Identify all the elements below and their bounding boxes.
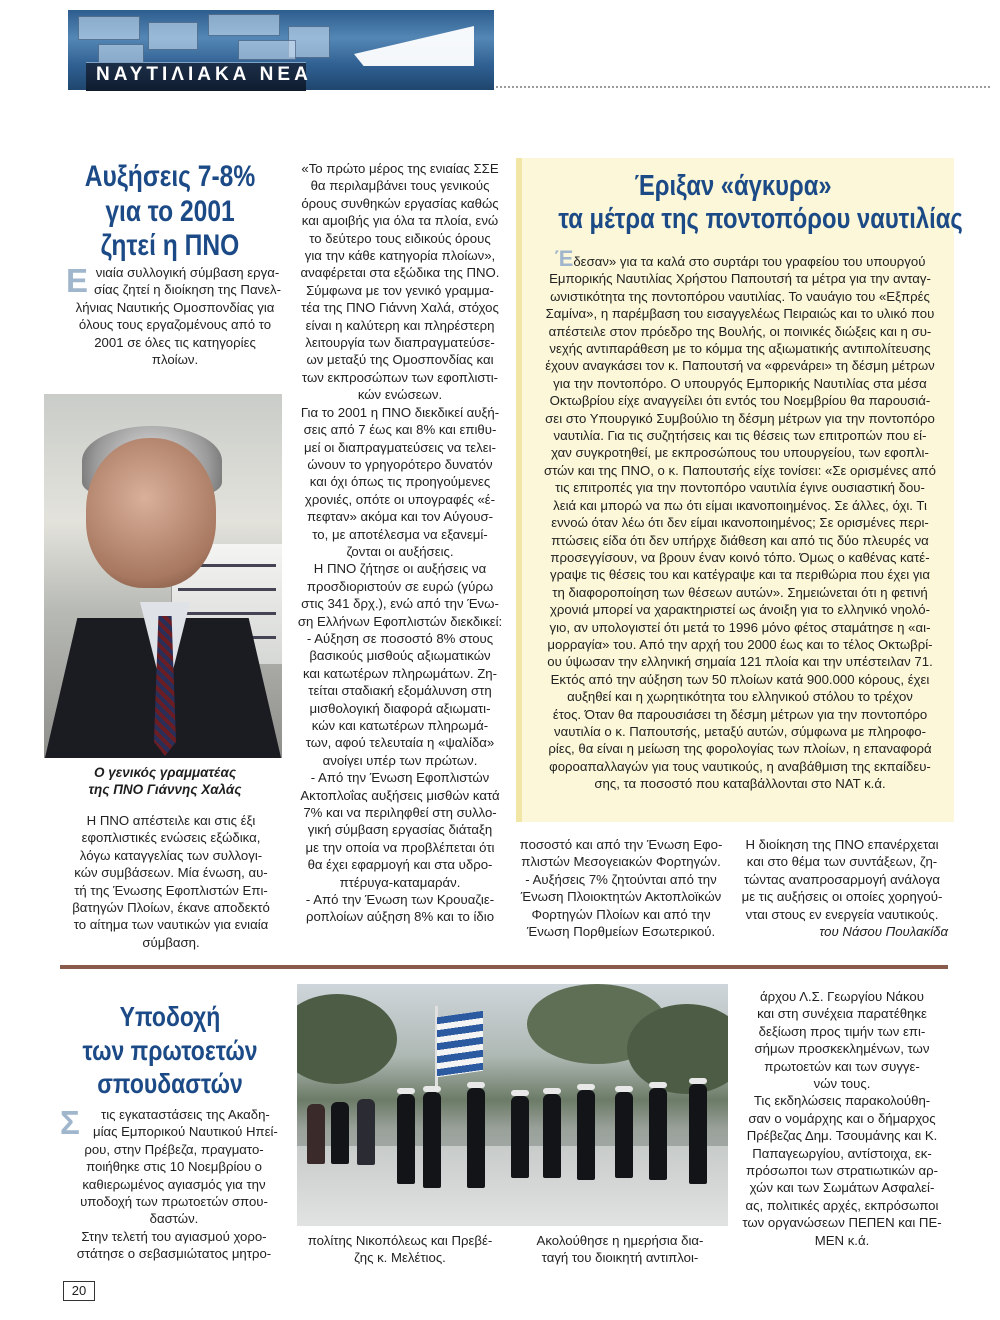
text-line: για την ποντοπόρο. Ο υπουργός Εμπορικής Ναυτιλίας στα μέσα: [553, 375, 927, 391]
article1-lead: [66, 264, 284, 368]
text-line: Πρέβεζας Δημ. Τσουμάνης και Κ.: [746, 1128, 938, 1144]
article1-headline: [73, 160, 267, 264]
text-line: μισθολογική διαφορά αξιωματι-: [309, 700, 491, 716]
text-line: χαν συγκροτηθεί, με εκπροσώπους του υπουργείου, των εφοπλι-: [551, 445, 929, 461]
text-line: πρόσωποι των στρατιωτικών αρ-: [746, 1163, 938, 1179]
text-line: τις εγκαταστάσεις της Ακαδη-: [100, 1107, 270, 1122]
text-line: ση Ελλήνων Εφοπλιστών διεκδικεί:: [297, 613, 503, 629]
text-line: στις 341 δρχ.), ενώ από την Ένω-: [301, 596, 499, 612]
text-line: 7% και να περιληφθεί στη συλλο-: [303, 805, 497, 821]
text-line: ζονται οι αυξήσεις.: [346, 543, 454, 559]
headline-line: για το 2001: [105, 194, 235, 228]
headline-line: Αυξήσεις 7-8%: [84, 160, 256, 193]
text-line: σίας ζητεί η διοίκηση της Πανελ-: [93, 282, 282, 298]
text-line: Για το 2001 η ΠΝΟ διεκδικεί αυξή-: [300, 404, 500, 420]
text-line: Η διοίκηση της ΠΝΟ επανέρχεται: [745, 837, 939, 852]
text-line: ζης κ. Μελέτιος.: [354, 1250, 446, 1266]
text-line: τώντας αναπροσαρμογή ανάλογα: [744, 871, 940, 887]
text-line: χρονιά μπορεί να χαρακτηριστεί ως άνοιξη για το ελληνικό νηολό-: [550, 602, 930, 618]
article2-lead: [60, 1106, 288, 1263]
text-line: ανοίγει υπέρ των πρώτων.: [322, 752, 478, 768]
text-line: θα περιλαμβάνει τους γενικούς: [310, 178, 490, 194]
text-line: στών και της ΠΝΟ, ο κ. Παπουτσής είχε τονίσει: «Σε ορισμένες από: [544, 462, 936, 478]
text-line: όλους τους εργαζομένους από το: [78, 317, 272, 333]
text-line: τείται σταδιακή εξομάλυνση στη: [308, 683, 492, 699]
text-line: τέα της ΠΝΟ Γιάννη Χαλά, στόχος: [301, 300, 499, 316]
headline-line: σπουδαστών: [97, 1068, 243, 1100]
text-line: Τις εκδηλώσεις παρακολούθη-: [753, 1093, 931, 1109]
text-line: Παπαγεωργίου, αντίστοιχα, εκ-: [752, 1145, 932, 1161]
caption-line: της ΠΝΟ Γιάννης Χαλάς: [88, 782, 242, 797]
text-line: απέστειλε στον πρόεδρο της Βουλής, οι ποινικές διώξεις και η συ-: [548, 323, 932, 339]
text-line: ποσοστό και από την Ένωση Εφο-: [519, 837, 723, 852]
text-line: αυξηθεί και η χωρητικότητα του ελληνικού στόλου το τρέχον: [567, 689, 913, 705]
text-line: προσεγγίσουν, να βρουν έναν κοινό τόπο. Όμως ο καθένας κατέ-: [550, 549, 930, 565]
text-line: ρου, στην Πρέβεζα, πραγματο-: [84, 1141, 264, 1157]
dropcap: Ε: [66, 262, 89, 299]
text-line: μεί οι διαπραγματεύσεις να τελει-: [304, 439, 496, 455]
text-line: - Αύξηση σε ποσοστό 8% στους: [306, 630, 494, 646]
text-line: Η ΠΝΟ απέστειλε και στις έξι: [86, 813, 256, 828]
text-line: Η ΠΝΟ ζήτησε οι αυξήσεις να: [313, 561, 487, 577]
text-line: ροπλοίων αύξηση 8% και το ίδιο: [305, 909, 495, 925]
article2-under-photo-right: [512, 1232, 728, 1267]
text-line: Σαμίνα», η παρέμβαση του εισαγγελέως Πειραιώς και το υλικό που: [545, 306, 935, 322]
text-line: καθιερωμένος αγιασμός για την: [82, 1176, 266, 1192]
text-line: υποδοχή των πρωτοετών σπου-: [80, 1194, 268, 1210]
text-line: εφοπλιστικές ενώσεις εξώδικα,: [81, 830, 261, 846]
text-line: θα έχει εφαρμογή και στα υδρο-: [307, 857, 493, 873]
text-line: νεχής αντιπαράθεση με το κόμμα της αξιωματικής αντιπολίτευσης: [549, 341, 931, 357]
text-line: νται στους εν ενεργεία ναυτικούς.: [745, 906, 939, 922]
text-line: με τις αυξήσεις οι οποίες χορηγού-: [741, 889, 943, 905]
text-line: νών τους.: [813, 1076, 871, 1092]
text-line: λειτουργία των διαπραγματεύσε-: [305, 335, 495, 351]
text-line: Ένωση Πλοιοκτητών Ακτοπλοϊκών: [520, 889, 722, 905]
text-line: κών συμβάσεων. Μία ένωση, αυ-: [74, 865, 268, 881]
text-line: Ένωση Πορθμείων Εσωτερικού.: [526, 924, 716, 940]
text-line: [530, 246, 950, 271]
article2-headline: [73, 1000, 267, 1101]
page-number: 20: [63, 1281, 95, 1301]
text-line: - Αυξήσεις 7% ζητούνται από την: [525, 871, 717, 887]
article2-under-photo-left: [298, 1232, 502, 1267]
text-line: «Το πρώτο μέρος της ενιαίας ΣΣΕ: [301, 161, 499, 176]
text-line: όρους συνθηκών εργασίας καθώς: [301, 195, 499, 211]
text-line: με την οποία να προβλέπεται ότι: [305, 839, 495, 855]
text-line: ρίες, θα είναι η μείωση της φορολογίας των πλοίων, η επαναφορά: [548, 741, 932, 757]
text-line: σης, τα ποσοστό που καταβάλλονται στο ΝΑΤ κ.ά.: [594, 776, 886, 792]
text-line: χών και των Σωμάτων Ασφαλεί-: [749, 1180, 935, 1196]
text-line: ναυτιλία ο κ. Παπουτσής, μεταξύ αυτών, σύμφωνα με πληροφο-: [553, 723, 927, 739]
text-line: φοροαπαλλαγών για τους ναυτικούς, η αναβάθμιση της εκπαίδευ-: [549, 758, 931, 774]
text-line: Οκτωβρίου είχε αναγγείλει ότι εντός του Νοεμβρίου θα παρουσιά-: [549, 393, 931, 409]
text-line: Ακτοπλοΐας αυξήσεις μισθών κατά: [300, 787, 500, 803]
text-line: Σύμφωνα με τον γενικό γραμμα-: [306, 282, 494, 298]
text-line: άρχου Λ.Σ. Γεωργίου Νάκου: [760, 989, 924, 1004]
text-line: πτώσεις είδα ότι δεν υπήρχε διάθεση και από τις δύο πλευρές να: [551, 532, 929, 548]
text-line: και κατωτέρων πληρωμάτων. Ζη-: [302, 665, 498, 681]
text-line: και στη συνέχεια παρατέθηκε: [757, 1006, 927, 1022]
text-line: βασικούς μισθούς αξιωματικών: [309, 648, 491, 664]
caption-line: Ο γενικός γραμματέας: [93, 765, 237, 780]
text-line: πεφταν» ακόμα και τον Αύγουσ-: [306, 509, 494, 525]
text-line: έχουν αναγκάσει τον κ. Παπουτσή να «φρενάρει» τη δέσμη μέτρων: [545, 358, 935, 374]
text-line: τή της Ένωσης Εφοπλιστών Επι-: [74, 882, 268, 898]
text-line: πολίτης Νικοπόλεως και Πρεβέ-: [307, 1233, 493, 1248]
text-line: σήμων προσκεκλημένων, των: [754, 1041, 930, 1057]
text-line: Εμπορικής Ναυτιλίας Χρήστου Παπουτσή τα μέτρα για την ανταγ-: [549, 271, 931, 287]
headline-line: Υποδοχή: [119, 1001, 221, 1032]
headline-line: Έριξαν «άγκυρα»: [634, 170, 832, 202]
text-line: λόγω καταγγελίας των συλλογι-: [79, 847, 263, 863]
text-line: πλοίων.: [151, 352, 199, 368]
headline-line: ζητεί η ΠΝΟ: [100, 229, 240, 262]
text-line: δεξίωση προς τιμήν των επι-: [758, 1023, 926, 1039]
text-line: δεσαν» για τα καλά στο συρτάρι του γραφείου του υπουργού: [573, 254, 926, 269]
text-line: δαστών.: [149, 1211, 199, 1227]
text-line: κών ενώσεων.: [357, 387, 443, 403]
text-line: ου ύψωσαν την ελληνική σημαία 121 πλοία και την υπέστειλαν 71.: [547, 654, 933, 670]
sidebar-headline: [558, 170, 963, 237]
portrait-photo: [44, 394, 282, 758]
text-line: για την κάθε κατηγορία πλοίων»,: [304, 248, 496, 264]
text-line: 2001 σε όλες τις κατηγορίες: [94, 334, 256, 350]
text-line: τις επιτροπές για την ποντοπόρο ναυτιλία έγινε ουσιαστική δου-: [555, 480, 925, 496]
text-line: μορραγία» του. Από την αρχή του 2000 έως και το τέλος Οκτωβρί-: [547, 636, 933, 652]
text-line: ναυτιλία. Για τις συζητήσεις και τις θέσεις των επιτροπών που εί-: [553, 428, 927, 444]
text-line: τη διαφοροποίηση των θέσεων αυτών». Σημειώνεται ότι η φετινή: [552, 584, 928, 600]
headline-line: των πρωτοετών: [82, 1034, 258, 1066]
text-line: λήνιας Ναυτικής Ομοσπονδίας για: [75, 299, 275, 315]
text-line: και στο θέμα των συντάξεων, ζη-: [746, 854, 938, 870]
text-line: - Από την Ένωση Εφοπλιστών: [310, 770, 490, 786]
text-line: των εκπροσώπων των εφοπλιστι-: [301, 369, 499, 385]
text-line: γική σύμβαση εργασίας διάταξη: [307, 822, 493, 838]
text-line: στάτησε ο σεβασμιώτατος μητρο-: [76, 1246, 272, 1262]
text-line: αναφέρεται στα εξώδικα της ΠΝΟ.: [300, 265, 500, 281]
text-line: ταγή του διοικητή αντιπλοι-: [541, 1250, 699, 1266]
article1-col2: [296, 160, 504, 926]
text-line: Στην τελετή του αγιασμού χορο-: [81, 1228, 267, 1244]
text-line: βατηγών Πλοίων, έκανε αποδεκτό: [72, 900, 270, 916]
photo-caption: [50, 764, 280, 798]
text-line: έτος. Όταν θα παρουσιάσει τη δέσμη μέτρων για την ποντοπόρο: [552, 706, 928, 722]
text-line: σει στο Υπουργικό Συμβούλιο τη δέσμη μέτρων για την ποντοπόρο: [545, 410, 935, 426]
text-line: γιο, αν υπολογιστεί ότι μετά το 1996 μόνο φέτος σταμάτησε η «αι-: [549, 619, 931, 635]
dropcap: Σ: [60, 1104, 80, 1141]
article1-col3: [512, 836, 730, 940]
text-line: σύμβαση.: [142, 934, 200, 950]
text-line: Ακολούθησε η ημερήσια δια-: [536, 1233, 704, 1248]
text-line: κών και κατωτέρων πληρωμά-: [311, 718, 489, 733]
text-line: πλιστών Μεσογειακών Φορτηγών.: [521, 854, 721, 870]
text-line: μίας Εμπορικού Ναυτικού Ηπεί-: [92, 1124, 278, 1140]
text-line: - Από την Ένωση των Κρουαζιε-: [305, 892, 495, 908]
text-line: ωνιστικότητα της ποντοπόρου ναυτιλίας. Το ναυάγιο του «Εξπρές: [550, 288, 930, 304]
header-dotted-rule: [496, 86, 990, 88]
article2-right-col: [736, 988, 948, 1249]
sidebar-body: [530, 246, 950, 793]
text-line: πρωτοετών και των συγγε-: [764, 1058, 920, 1074]
text-line: χρονιές, οπότε οι υπογραφές «έ-: [304, 491, 496, 507]
text-line: λειά και μπορώ να πω ότι είμαι ικανοποιημένος. Σε άλλες, όχι. Τι: [553, 497, 927, 513]
text-line: Φορτηγών Πλοίων και από την: [531, 906, 711, 922]
text-line: και αμοιβής για όλα τα πλοία, ενώ: [301, 213, 499, 229]
article1-col1-lower: [56, 812, 286, 951]
text-line: ΜΕΝ κ.ά.: [814, 1232, 870, 1248]
dropcap: Έ: [554, 246, 574, 271]
text-line: ας, πολιτικές αρχές, εκπρόσωποι: [745, 1197, 939, 1213]
byline: του Νάσου Πουλακίδα: [819, 924, 948, 940]
text-line: των, αφού τελευταία η «ψαλίδα»: [305, 735, 495, 751]
text-line: πτέρυγα-καταμαράν.: [339, 874, 461, 890]
text-line: προσδιοριστούν σε ευρώ (γύρω: [306, 578, 494, 594]
text-line: ποιήθηκε στις 10 Νοεμβρίου ο: [86, 1159, 262, 1175]
text-line: το, με αποτέλεσμα να εξανεμί-: [312, 526, 488, 542]
text-line: ώνουν το γρηγορότερο δυνατόν: [307, 456, 493, 472]
article1-col4: [736, 836, 948, 940]
text-line: το αίτημα των ναυτικών για ενιαία: [73, 917, 269, 933]
text-line: γραψε τις θέσεις του και κατέγραψε και τα περιθώρια που έχει για: [550, 567, 930, 583]
text-line: το δεύτερο τους ειδικούς όρους: [309, 230, 491, 246]
text-line: είναι η καλύτερη και πληρέστερη: [305, 317, 495, 333]
text-line: νιαία συλλογική σύμβαση εργα-: [95, 265, 280, 280]
section-title: ΝΑΥΤΙΛΙΑΚΑ ΝΕΑ: [96, 64, 312, 85]
text-line: σαν ο νομάρχης και ο δήμαρχος: [748, 1110, 936, 1126]
text-line: εννοώ όταν λέω ότι δεν είμαι ικανοποιημένος; Σε ορισμένες περι-: [551, 515, 929, 531]
text-line: Εκτός από την αύξηση των 50 πλοίων κατά 900.000 κόρους, έχει: [550, 671, 930, 687]
headline-line: τα μέτρα της ποντοπόρου ναυτιλίας: [558, 203, 963, 236]
text-line: και όχι όπως τις προηγούμενες: [309, 474, 491, 490]
section-divider: [60, 965, 948, 969]
text-line: ων μεταξύ της Ομοσπονδίας και: [306, 352, 494, 368]
ceremony-photo: [297, 984, 728, 1226]
text-line: σεις από 7 έως και 8% και επιθυ-: [303, 422, 497, 438]
text-line: των οργανώσεων ΠΕΠΕΝ και ΠΕ-: [742, 1215, 942, 1231]
